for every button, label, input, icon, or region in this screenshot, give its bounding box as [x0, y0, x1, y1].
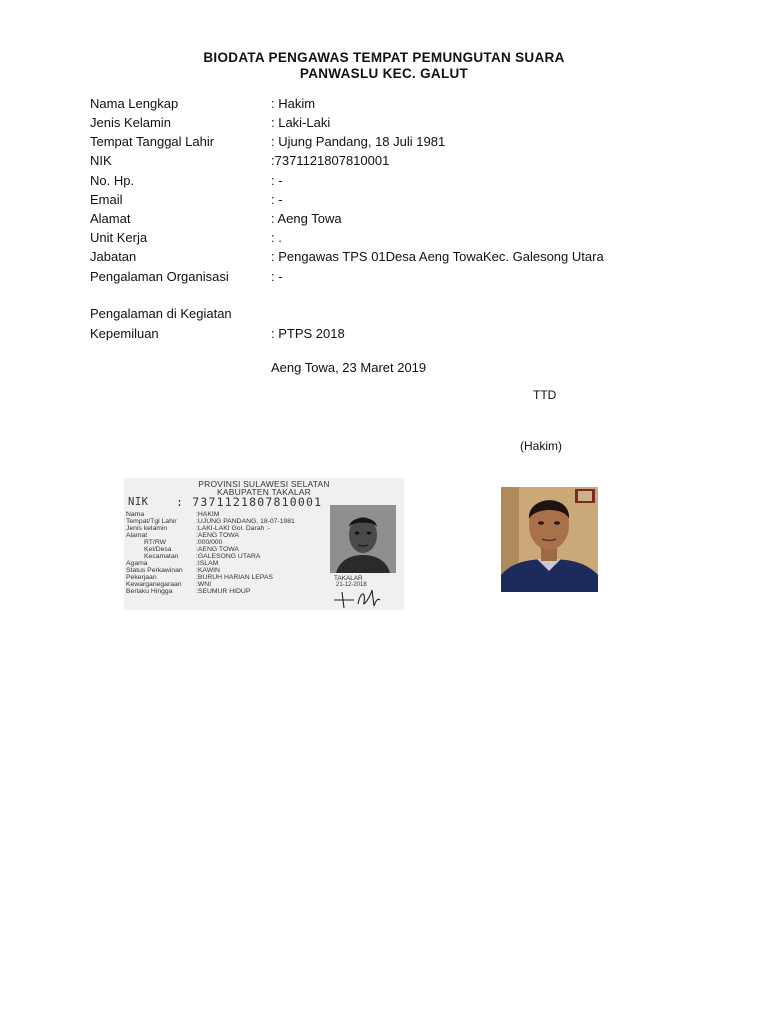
- id-card-field: Tempat/Tgl Lahir: [126, 518, 177, 525]
- id-card-value: :WNI: [196, 581, 212, 588]
- id-card-field: Kel/Desa: [144, 546, 172, 553]
- field-value: : -: [271, 173, 283, 188]
- id-card-image: [124, 478, 404, 610]
- field-value: : .: [271, 230, 282, 245]
- field-value: : Ujung Pandang, 18 Juli 1981: [271, 134, 446, 149]
- id-card-field: Nama: [126, 511, 145, 518]
- id-card-field: Jenis kelamin: [126, 525, 168, 532]
- id-card-value: :AENG TOWA: [196, 546, 239, 553]
- field-label: Tempat Tanggal Lahir: [90, 134, 215, 149]
- field-label: NIK: [90, 153, 112, 168]
- id-card-province: PROVINSI SULAWESI SELATAN: [198, 479, 330, 489]
- field-label: Jabatan: [90, 249, 137, 264]
- id-card-value: :GALESONG UTARA: [196, 553, 261, 560]
- field-value: : Pengawas TPS 01Desa Aeng TowaKec. Galesong Utara: [271, 249, 604, 264]
- field-label: Jenis Kelamin: [90, 115, 171, 130]
- id-card-value: :AENG TOWA: [196, 532, 239, 539]
- field-label: No. Hp.: [90, 173, 135, 188]
- id-card-regency: KABUPATEN TAKALAR: [217, 487, 311, 497]
- id-card-issue-city: TAKALAR: [334, 575, 363, 582]
- id-card-photo: [330, 505, 396, 573]
- signature-name: (Hakim): [520, 439, 562, 453]
- id-card-field: RT/RW: [144, 539, 167, 546]
- id-card-value: :BURUH HARIAN LEPAS: [196, 574, 273, 581]
- field-label: Alamat: [90, 211, 131, 226]
- id-card-field: Kewarganegaraan: [126, 581, 182, 588]
- field-value: : Laki-Laki: [271, 115, 331, 130]
- place-date: Aeng Towa, 23 Maret 2019: [271, 360, 427, 375]
- experience-label-line2: Kepemiluan: [90, 326, 159, 341]
- field-label: Nama Lengkap: [90, 96, 179, 111]
- id-card-field: Alamat: [126, 532, 148, 539]
- id-card-signature-icon: [332, 586, 382, 610]
- portrait-photo: [501, 487, 598, 592]
- field-value: : Aeng Towa: [271, 211, 342, 226]
- id-card-issue-date: 21-12-2018: [336, 582, 367, 588]
- signature-note: TTD: [533, 388, 557, 402]
- id-card-value: :UJUNG PANDANG, 18-07-1981: [196, 518, 295, 525]
- id-card-field: Status Perkawinan: [126, 567, 183, 574]
- id-card-field: Kecamatan: [144, 553, 179, 560]
- field-label: Unit Kerja: [90, 230, 148, 245]
- field-value: : Hakim: [271, 96, 316, 111]
- id-card-face-icon: [330, 505, 396, 573]
- id-card-value: :LAKI-LAKI Gol. Darah :-: [196, 525, 271, 532]
- field-label: Email: [90, 192, 123, 207]
- field-value: : -: [271, 192, 283, 207]
- person-portrait-icon: [501, 487, 598, 592]
- id-card-nik-label: NIK: [128, 496, 149, 508]
- id-card-value: :HAKIM: [196, 511, 220, 518]
- id-card-field: Pekerjaan: [126, 574, 157, 581]
- id-card-value: :000/000: [196, 539, 223, 546]
- field-value: :7371121807810001: [271, 153, 390, 168]
- experience-value: : PTPS 2018: [271, 326, 345, 341]
- document-title-line2: PANWASLU KEC. GALUT: [299, 66, 469, 81]
- field-label: Pengalaman Organisasi: [90, 269, 229, 284]
- document-title-line1: BIODATA PENGAWAS TEMPAT PEMUNGUTAN SUARA: [203, 50, 565, 65]
- experience-label-line1: Pengalaman di Kegiatan: [90, 306, 232, 321]
- id-card-value: :ISLAM: [196, 560, 219, 567]
- id-card-nik-value: : 7371121807810001: [176, 495, 323, 509]
- id-card-value: :KAWIN: [196, 567, 220, 574]
- field-value: : -: [271, 269, 283, 284]
- id-card-field: Berlaku Hingga: [126, 588, 173, 595]
- id-card-field: Agama: [126, 560, 148, 567]
- id-card-value: :SEUMUR HIDUP: [196, 588, 251, 595]
